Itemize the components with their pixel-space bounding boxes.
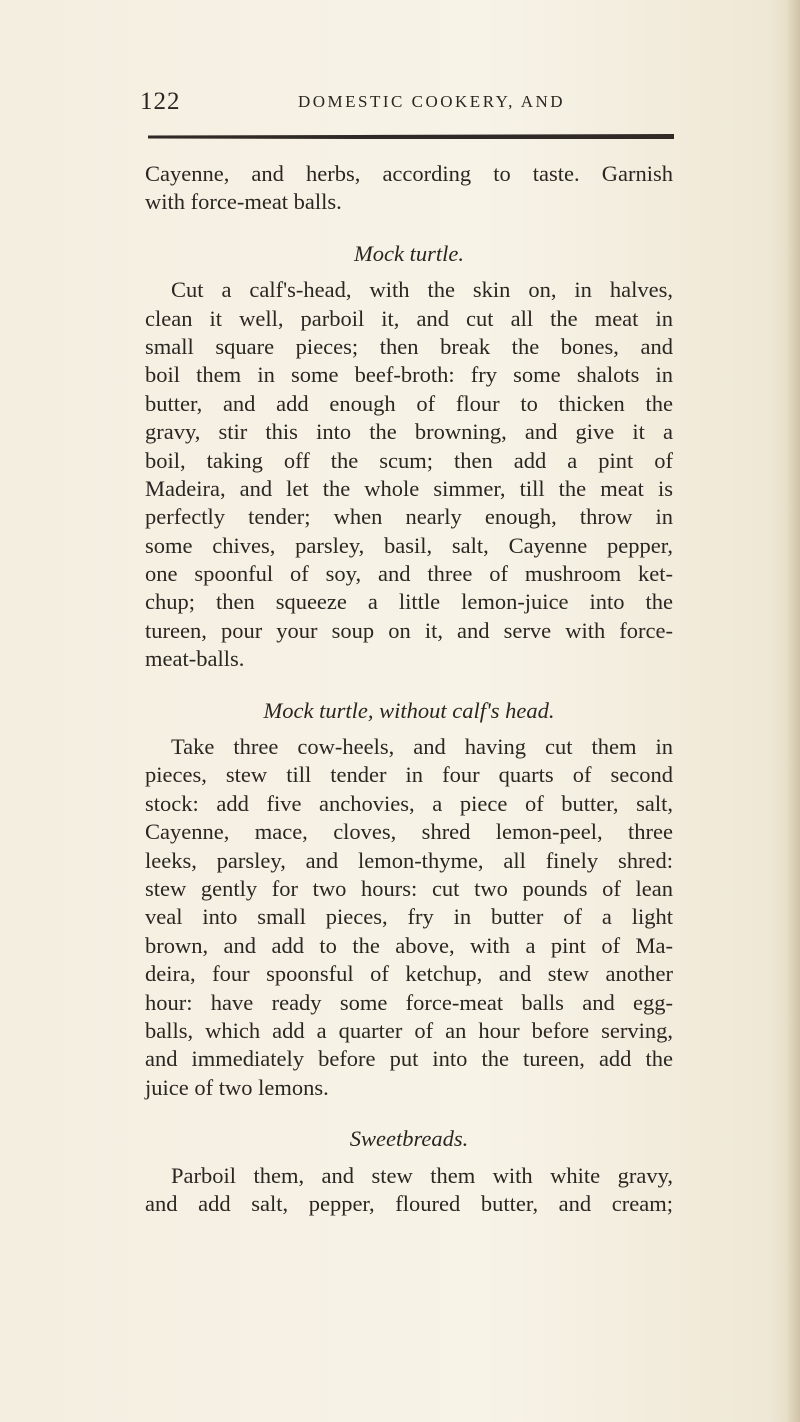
text-line: juice of two lemons. <box>145 1074 329 1100</box>
text-line: some chives, parsley, basil, salt, Cayenne pepper, <box>145 532 673 558</box>
text-line: gravy, stir this into the browning, and give it a <box>145 419 673 445</box>
recipe-heading-mock-turtle-without-calfs-head: Mock turtle, without calf's head. <box>263 697 555 723</box>
running-head: DOMESTIC COOKERY, AND <box>298 92 566 111</box>
text-line: hour: have ready some force-meat balls and egg- <box>145 989 673 1015</box>
text-line: Cut a calf's-head, with the skin on, in halves, <box>171 277 673 303</box>
page-header <box>140 88 670 118</box>
text-line: brown, and add to the above, with a pint of Ma- <box>145 932 673 958</box>
text-line: veal into small pieces, fry in butter of a light <box>145 904 673 930</box>
text-line: Take three cow-heels, and having cut them in <box>171 734 673 760</box>
text-line: meat-balls. <box>145 646 245 672</box>
page-edge-shadow <box>786 0 800 1422</box>
recipe-body-mock-turtle-without-calfs-head <box>145 733 673 1102</box>
recipe-heading-sweetbreads: Sweetbreads. <box>349 1126 469 1152</box>
text-line: boil them in some beef-broth: fry some shalots in <box>145 362 673 388</box>
text-line: pieces, stew till tender in four quarts of second <box>145 762 673 788</box>
recipe-body-mock-turtle <box>145 276 673 673</box>
page-number: 122 <box>140 88 181 115</box>
text-line: perfectly tender; when nearly enough, throw in <box>145 504 673 530</box>
text-line: tureen, pour your soup on it, and serve with force- <box>145 617 673 643</box>
text-line: and immediately before put into the tureen, add the <box>145 1046 673 1072</box>
text-line: and add salt, pepper, floured butter, and cream; <box>145 1190 673 1216</box>
text-line: deira, four spoonsful of ketchup, and stew another <box>145 961 673 987</box>
text-line: chup; then squeeze a little lemon-juice into the <box>145 589 673 615</box>
page-body <box>145 160 673 1218</box>
recipe-heading-mock-turtle: Mock turtle. <box>354 240 464 266</box>
text-line: Cayenne, mace, cloves, shred lemon-peel, three <box>145 819 673 845</box>
text-line: balls, which add a quarter of an hour before serving, <box>145 1017 673 1043</box>
text-line: Cayenne, and herbs, according to taste. Garnish <box>145 161 673 186</box>
text-line: one spoonful of soy, and three of mushroom ket- <box>145 561 673 587</box>
text-line: Parboil them, and stew them with white gravy, <box>171 1162 673 1188</box>
recipe-body-sweetbreads <box>145 1162 673 1219</box>
text-line: stew gently for two hours: cut two pounds of lean <box>145 875 673 901</box>
text-line: stock: add five anchovies, a piece of butter, salt, <box>145 790 673 816</box>
text-line: small square pieces; then break the bones, and <box>145 333 673 359</box>
text-line: boil, taking off the scum; then add a pint of <box>145 447 673 473</box>
text-line: leeks, parsley, and lemon-thyme, all finely shred: <box>145 847 673 873</box>
text-line: butter, and add enough of flour to thicken the <box>145 390 673 416</box>
text-line: Madeira, and let the whole simmer, till the meat is <box>145 475 673 501</box>
text-line: with force-meat balls. <box>145 189 342 215</box>
text-line: clean it well, parboil it, and cut all the meat in <box>145 305 673 331</box>
